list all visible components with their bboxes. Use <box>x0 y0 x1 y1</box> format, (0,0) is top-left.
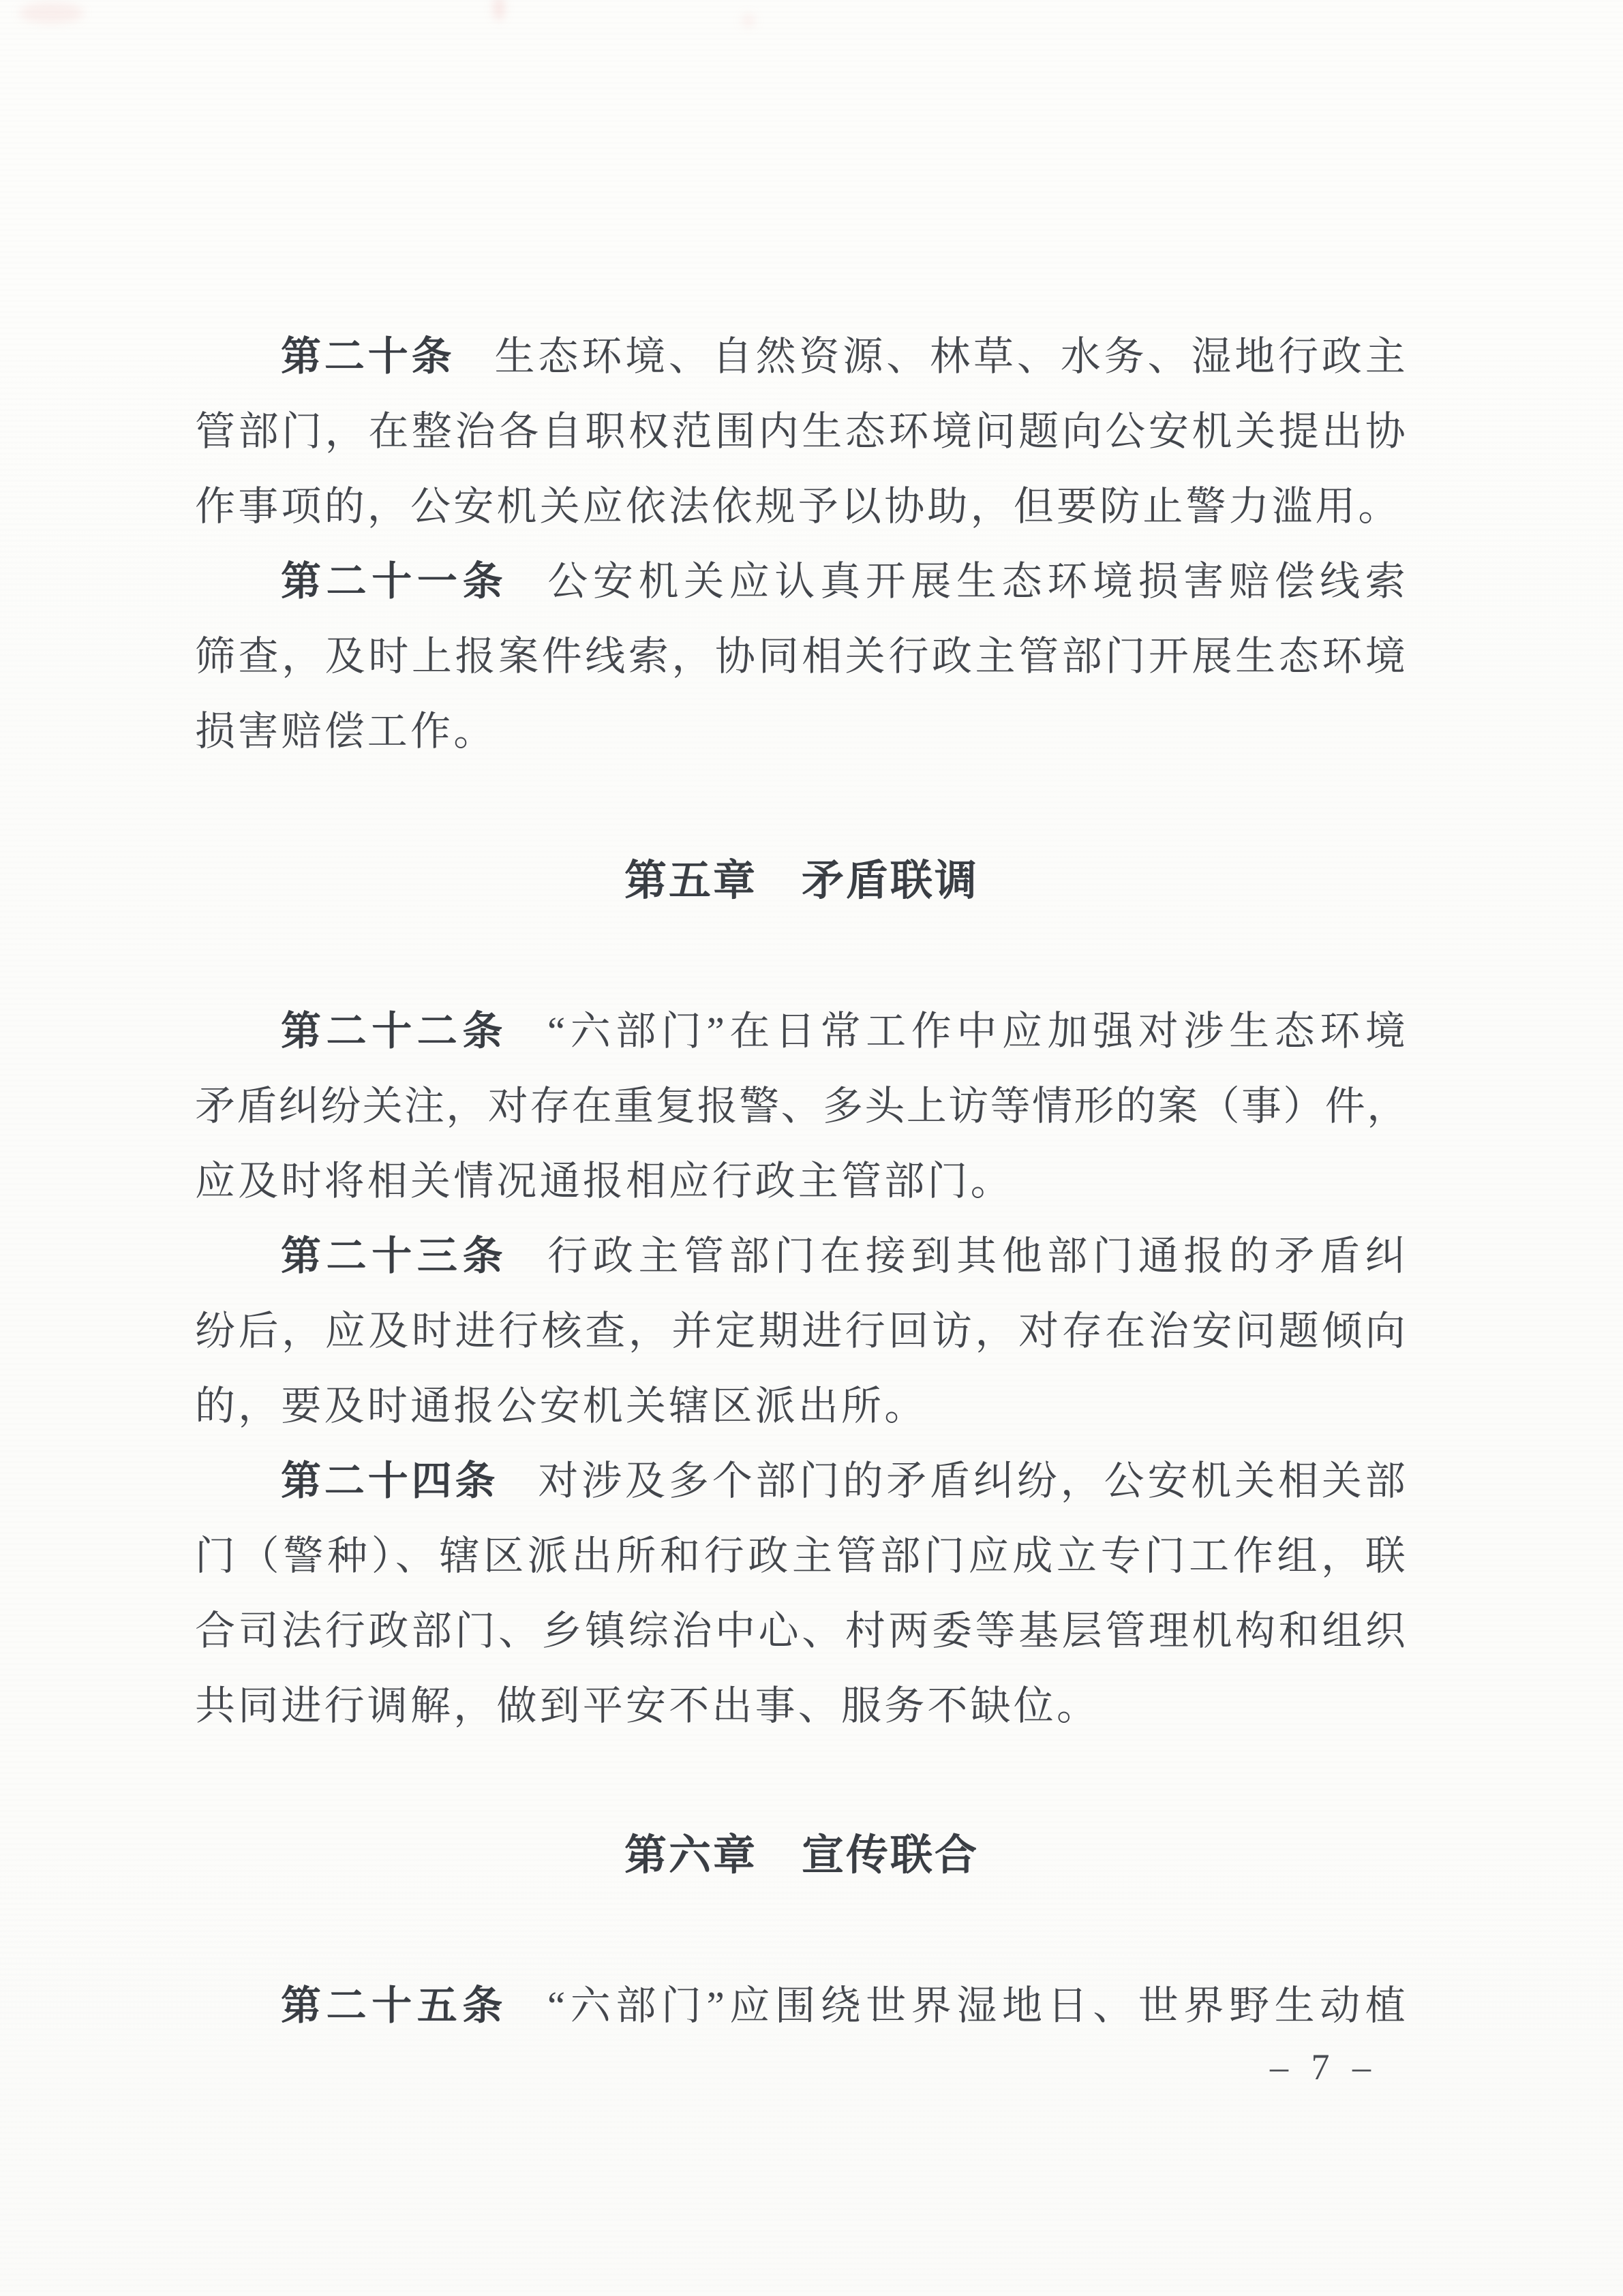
article-22-label: 第二十二条 <box>281 1009 509 1054</box>
scan-smudge <box>742 14 755 27</box>
spacer <box>195 919 1408 994</box>
article-20-label: 第二十条 <box>281 334 455 379</box>
chapter-5-heading: 第五章 矛盾联调 <box>624 857 979 904</box>
paragraph-line <box>195 319 1408 394</box>
paragraph-line <box>195 1443 1408 1518</box>
article-23-label: 第二十三条 <box>281 1234 509 1279</box>
article-24-label: 第二十四条 <box>281 1458 499 1503</box>
paragraph-line: 纷后，应及时进行核查，并定期进行回访，对存在治安问题倾向 <box>195 1308 1408 1353</box>
paragraph-line: 作事项的，公安机关应依法依规予以协助，但要防止警力滥用。 <box>195 484 1401 529</box>
page-number: – 7 – <box>1270 2047 1378 2087</box>
line-text: 对涉及多个部门的矛盾纠纷，公安机关相关部 <box>538 1458 1408 1503</box>
paragraph-line: 共同进行调解，做到平安不出事、服务不缺位。 <box>195 1683 1100 1728</box>
scan-smudge <box>494 0 504 20</box>
paragraph-line: 筛查，及时上报案件线索，协同相关行政主管部门开展生态环境 <box>195 634 1408 679</box>
line-text: 公安机关应认真开展生态环境损害赔偿线索 <box>547 559 1408 604</box>
line-text: “六部门”应围绕世界湿地日、世界野生动植 <box>547 1983 1408 2028</box>
line-text: 生态环境、自然资源、林草、水务、湿地行政主 <box>494 334 1408 379</box>
line-text: “六部门”在日常工作中应加强对涉生态环境 <box>547 1009 1408 1054</box>
spacer <box>195 1893 1408 1968</box>
paragraph-line: 合司法行政部门、乡镇综治中心、村两委等基层管理机构和组织 <box>195 1608 1408 1653</box>
paragraph-line: 损害赔偿工作。 <box>195 709 497 754</box>
spacer <box>195 1743 1408 1818</box>
document-body <box>195 319 1408 2043</box>
chapter-6-heading: 第六章 宣传联合 <box>624 1832 979 1879</box>
paragraph-line <box>195 1219 1408 1294</box>
article-25-label: 第二十五条 <box>281 1983 509 2028</box>
spacer <box>195 769 1408 844</box>
paragraph-line <box>195 544 1408 619</box>
scan-smudge <box>19 3 84 23</box>
paragraph-line: 矛盾纠纷关注，对存在重复报警、多头上访等情形的案（事）件， <box>195 1084 1408 1129</box>
paragraph-line <box>195 994 1408 1069</box>
paragraph-line: 应及时将相关情况通报相应行政主管部门。 <box>195 1159 1014 1204</box>
paragraph-line: 门（警种）、辖区派出所和行政主管部门应成立专门工作组，联 <box>195 1533 1408 1578</box>
paragraph-line: 管部门，在整治各自职权范围内生态环境问题向公安机关提出协 <box>195 409 1408 454</box>
line-text: 行政主管部门在接到其他部门通报的矛盾纠 <box>547 1234 1408 1279</box>
article-21-label: 第二十一条 <box>281 559 509 604</box>
paragraph-line: 的，要及时通报公安机关辖区派出所。 <box>195 1383 928 1428</box>
paragraph-line <box>195 1968 1408 2043</box>
